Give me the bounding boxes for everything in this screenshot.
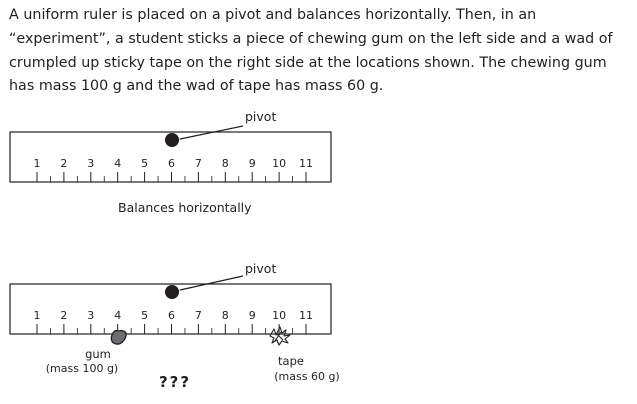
ruler-2-number: 6	[168, 309, 175, 322]
diagram-experiment	[10, 261, 340, 391]
ruler-1-number: 5	[141, 157, 149, 170]
ruler-2-numbers	[34, 309, 314, 322]
ruler-1-number: 6	[168, 157, 175, 170]
pivot-label-2: pivot	[245, 261, 277, 276]
ruler-2-number: 9	[248, 309, 256, 322]
tape-wad-icon	[270, 327, 290, 345]
ruler-1-ticks	[37, 172, 306, 182]
ruler-1-number: 9	[248, 157, 256, 170]
ruler-2-number: 8	[221, 309, 229, 322]
ruler-1-number: 11	[299, 157, 313, 170]
ruler-2-number: 10	[272, 309, 287, 322]
ruler-2-number: 7	[194, 309, 202, 322]
tape-mass-label: (mass 60 g)	[274, 370, 340, 383]
ruler-1-number: 8	[221, 157, 229, 170]
ruler-2-number: 2	[60, 309, 68, 322]
ruler-1-number: 2	[60, 157, 68, 170]
ruler-2-number: 1	[33, 309, 41, 322]
pivot-arrow-2	[180, 276, 243, 290]
tape-label: tape	[278, 354, 304, 368]
gum-mass-label: (mass 100 g)	[45, 362, 119, 375]
ruler-1-number: 7	[194, 157, 202, 170]
pivot-dot-1	[165, 133, 179, 147]
gum-label: gum	[85, 347, 111, 361]
gum-blob-icon	[111, 331, 126, 345]
ruler-1-number: 1	[33, 157, 41, 170]
ruler-1-numbers	[34, 157, 314, 170]
ruler-2-number: 4	[114, 309, 122, 322]
pivot-label-1: pivot	[245, 109, 277, 124]
ruler-2-number: 3	[87, 309, 95, 322]
ruler-2-ticks	[37, 324, 306, 334]
balance-caption: Balances horizontally	[118, 200, 252, 215]
diagram-balanced	[10, 109, 331, 215]
problem-statement: A uniform ruler is placed on a pivot and balances horizontally. Then, in an “experiment”, a student sticks a piece of chewing gum on the left side and a wad of crumpled up sticky tape on the right side at the locations shown. The chewing gum has mass 100 g and the wad of tape has mass 60 g.	[9, 7, 613, 95]
pivot-dot-2	[165, 285, 179, 299]
ruler-2-number: 5	[141, 309, 149, 322]
ruler-1-number: 4	[114, 157, 122, 170]
ruler-2-number: 11	[299, 309, 313, 322]
ruler-1-number: 10	[272, 157, 287, 170]
unknown-outcome: ???	[158, 373, 192, 391]
ruler-1-number: 3	[87, 157, 95, 170]
